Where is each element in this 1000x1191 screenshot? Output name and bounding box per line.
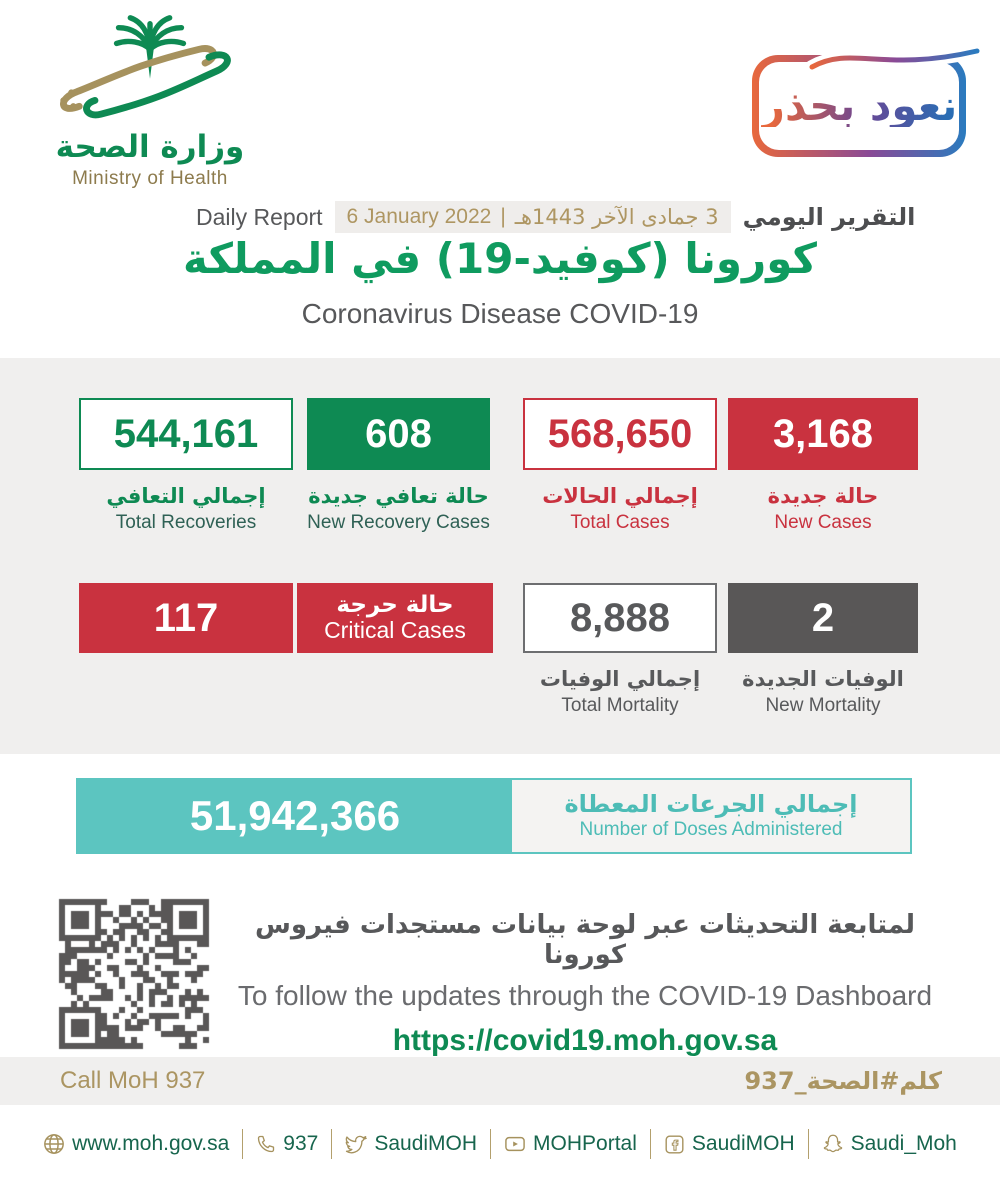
dashboard-text-ar: لمتابعة التحديثات عبر لوحة بيانات مستجدات فيروس كورونا: [254, 910, 916, 970]
report-date-hijri: 3 جمادى الآخر 1443هـ: [514, 205, 719, 229]
youtube-icon: [504, 1134, 526, 1154]
footer-separator: [242, 1129, 243, 1159]
critical-cases-label-ar: حالة حرجة: [336, 591, 454, 618]
report-date-box: [335, 201, 731, 233]
footer-separator: [331, 1129, 332, 1159]
critical-cases-value: 117: [79, 583, 293, 653]
total-mortality-label-en: Total Mortality: [561, 695, 679, 716]
snapchat-icon: [822, 1133, 844, 1155]
footer-twitter-label: SaudiMOH: [374, 1132, 478, 1155]
badge-inner: [759, 62, 959, 150]
new-recoveries-card: [307, 398, 490, 534]
report-header-line: [196, 198, 915, 236]
new-cases-label-en: New Cases: [774, 512, 872, 533]
new-mortality-card: [728, 583, 918, 717]
total-mortality-value: 8,888: [523, 583, 717, 653]
badge-swoosh-icon: [807, 43, 982, 75]
total-cases-card: [523, 398, 717, 534]
footer-separator: [650, 1129, 651, 1159]
total-recoveries-value: 544,161: [79, 398, 293, 470]
total-cases-label-en: Total Cases: [570, 512, 670, 533]
new-mortality-label-ar: الوفيات الجديدة: [742, 667, 904, 691]
date-separator: |: [500, 205, 506, 228]
new-recoveries-label-ar: حالة تعافي جديدة: [308, 484, 489, 508]
footer-twitter[interactable]: [345, 1132, 477, 1156]
footer-facebook-label: SaudiMOH: [691, 1132, 795, 1155]
total-mortality-label-ar: إجمالي الوفيات: [539, 667, 701, 691]
footer-contact-bar: [0, 1118, 1000, 1170]
footer-snapchat[interactable]: [822, 1132, 957, 1156]
footer-facebook[interactable]: [664, 1132, 795, 1156]
dashboard-info: [210, 910, 960, 1058]
daily-report-label-ar: التقرير اليومي: [742, 203, 916, 231]
footer-youtube[interactable]: [504, 1132, 637, 1156]
doses-label-ar: إجمالي الجرعات المعطاة: [564, 790, 858, 819]
doses-value: 51,942,366: [78, 780, 512, 852]
call-band: [0, 1057, 1000, 1105]
twitter-icon: [345, 1133, 367, 1155]
doses-labels: [512, 780, 910, 852]
page-title-arabic: كورونا (كوفيد-19) في المملكة: [183, 234, 817, 283]
footer-phone-label: 937: [283, 1132, 319, 1155]
qr-code: [58, 898, 210, 1050]
total-recoveries-label-ar: إجمالي التعافي: [106, 484, 266, 508]
total-cases-value: 568,650: [523, 398, 717, 470]
footer-youtube-label: MOHPortal: [533, 1132, 637, 1155]
total-recoveries-label-en: Total Recoveries: [115, 512, 257, 533]
page-title-english: Coronavirus Disease COVID-19: [301, 298, 699, 329]
footer-separator: [808, 1129, 809, 1159]
return-with-caution-badge: [752, 55, 966, 157]
daily-report-label-en: Daily Report: [196, 203, 323, 230]
new-recoveries-value: 608: [307, 398, 490, 470]
stats-row-1: [79, 398, 918, 534]
globe-icon: [43, 1133, 65, 1155]
report-date-gregorian: 6 January 2022: [346, 205, 492, 228]
footer-separator: [490, 1129, 491, 1159]
critical-cases-label: [297, 583, 493, 653]
logo-title-arabic: وزارة الصحة: [55, 129, 245, 165]
footer-website[interactable]: [43, 1132, 229, 1156]
stats-row-2: [79, 583, 918, 717]
new-cases-value: 3,168: [728, 398, 918, 470]
total-recoveries-card: [79, 398, 293, 534]
dashboard-url-link[interactable]: https://covid19.moh.gov.sa: [392, 1024, 778, 1057]
footer-phone[interactable]: [256, 1132, 318, 1156]
total-cases-label-ar: إجمالي الحالات: [542, 484, 698, 508]
new-cases-label-ar: حالة جديدة: [767, 484, 879, 508]
badge-label: نعود بحذر: [760, 81, 958, 130]
doses-banner: [76, 778, 912, 854]
new-mortality-label-en: New Mortality: [765, 695, 881, 716]
total-mortality-card: [523, 583, 717, 717]
footer-snapchat-label: Saudi_Moh: [850, 1132, 957, 1155]
call-moh-ar: كلم#الصحة_937: [744, 1067, 942, 1095]
new-recoveries-label-en: New Recovery Cases: [307, 512, 490, 533]
critical-cases-label-en: Critical Cases: [324, 617, 466, 643]
phone-icon: [256, 1134, 276, 1154]
call-moh-en: Call MoH 937: [60, 1067, 206, 1094]
new-cases-card: [728, 398, 918, 534]
footer-website-label: www.moh.gov.sa: [72, 1132, 230, 1155]
logo-title-english: Ministry of Health: [72, 167, 228, 189]
moh-logo-emblem: [50, 8, 250, 126]
moh-logo: [50, 8, 250, 190]
statistics-section: [0, 358, 1000, 754]
new-mortality-value: 2: [728, 583, 918, 653]
doses-label-en: Number of Doses Administered: [579, 818, 843, 840]
dashboard-text-en: To follow the updates through the COVID-19 Dashboard: [237, 980, 933, 1011]
facebook-icon: [664, 1134, 685, 1155]
